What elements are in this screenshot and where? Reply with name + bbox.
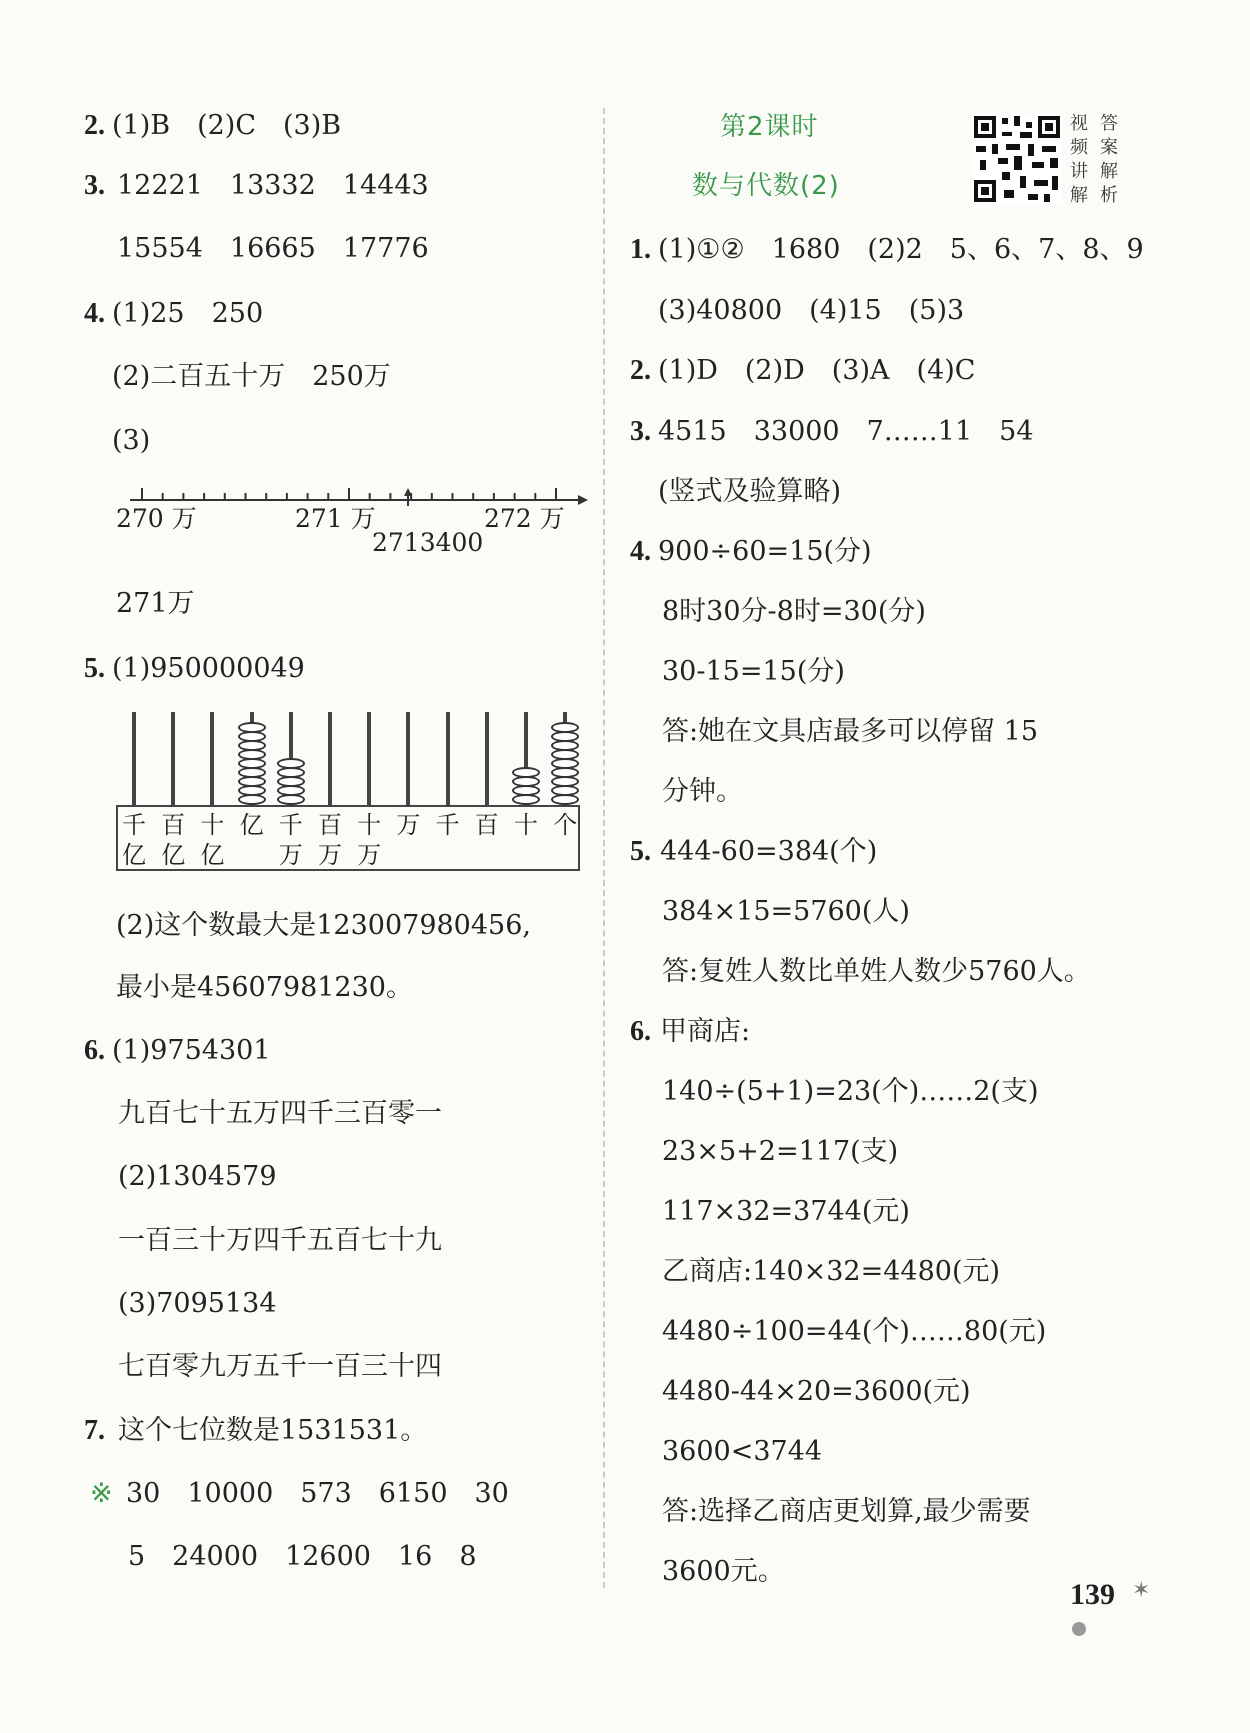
abacus-place-label: 亿 [239,811,264,839]
r-q3-line1: 4515 33000 7……11 54 [658,416,1034,447]
abacus-place-label: 千 万 [278,811,303,869]
q6-line4: 一百三十万四千五百七十九 [118,1225,442,1256]
abacus-place-label: 万 [396,811,421,839]
q6-line1: (1)9754301 [112,1035,271,1066]
r-q4-line2: 8时30分-8时=30(分) [662,596,926,627]
abacus-bead [277,758,305,769]
qr-code[interactable] [972,114,1062,204]
q2-answer: (1)B (2)C (3)B [112,110,342,141]
r-q3-line2: (竖式及验算略) [658,476,842,507]
r-q6-line8: 3600<3744 [662,1436,823,1467]
numberline-label-270: 270 万 [116,504,197,533]
abacus-rod [485,712,489,806]
abacus-rod [406,712,410,806]
abacus-rod [328,712,332,806]
q4-part2: (2)二百五十万 250万 [112,361,391,392]
r-q1-line2: (3)40800 (4)15 (5)3 [658,295,965,326]
r-q5-line1: 444-60=384(个) [660,836,878,867]
r-q4-number: 4. [630,536,651,567]
r-q6-line2: 140÷(5+1)=23(个)……2(支) [662,1076,1039,1107]
r-q2-number: 2. [630,355,651,386]
abacus-rod [171,712,175,806]
abacus-rod [367,712,371,806]
extra-mark: ※ [90,1478,113,1509]
abacus-place-label: 千 [435,811,460,839]
q6-line6: 七百零九万五千一百三十四 [118,1351,442,1382]
abacus-place-label: 十 [514,811,538,839]
extra-line1: 30 10000 573 6150 30 [126,1478,509,1509]
page-number: 139 [1070,1578,1115,1611]
q3-number: 3. [84,170,105,201]
q5-number: 5. [84,653,105,684]
column-divider [603,108,605,1588]
r-q1-number: 1. [630,234,651,265]
extra-line2: 5 24000 12600 16 8 [128,1541,477,1572]
r-q3-number: 3. [630,416,651,447]
r-q6-number: 6. [630,1016,651,1047]
r-q6-line1: 甲商店: [660,1016,751,1047]
r-q6-line10: 3600元。 [662,1556,785,1587]
numberline-marked-value: 2713400 [372,528,484,557]
q3-line1: 12221 13332 14443 [117,170,429,201]
r-q6-line3: 23×5+2=117(支) [662,1136,899,1167]
numberline-label-271: 271 万 [295,504,376,533]
abacus-rod [132,712,136,806]
r-q4-line4: 答:她在文具店最多可以停留 15 [662,716,1039,747]
qr-caption: 视 频 讲 解 [1070,113,1088,206]
lesson-subtitle: 数与代数(2) [692,171,840,201]
abacus-bead [512,767,540,778]
r-q6-line4: 117×32=3744(元) [662,1196,910,1227]
abacus-place-label: 千 亿 [122,811,146,869]
q4-part1: (1)25 250 [112,298,264,329]
abacus-rod [210,712,214,806]
r-q6-line9: 答:选择乙商店更划算,最少需要 [662,1496,1031,1527]
q4-answer: 271万 [116,588,195,619]
q4-part3: (3) [112,425,151,456]
lesson-title: 第2课时 [720,112,819,142]
numberline-label-272: 272 万 [484,504,565,533]
q4-number: 4. [84,298,105,329]
abacus-place-label: 百 亿 [161,811,186,869]
star-icon: ✶ [1132,1578,1151,1603]
abacus-place-label: 十 亿 [200,811,225,869]
abacus-place-label: 个 [553,811,578,839]
q7-number: 7. [84,1415,105,1446]
q6-line3: (2)1304579 [118,1161,277,1192]
q5-part3: 最小是45607981230。 [116,972,413,1003]
abacus-place-label: 十 万 [357,811,382,869]
r-q4-line1: 900÷60=15(分) [658,536,872,567]
abacus-place-label: 百 万 [318,811,342,869]
qr-caption: 答 案 解 析 [1100,113,1118,206]
r-q2-answer: (1)D (2)D (3)A (4)C [658,355,976,386]
abacus-rod [446,712,450,806]
dot-icon [1072,1622,1086,1636]
abacus-bead [551,722,579,733]
r-q5-line2: 384×15=5760(人) [662,896,910,927]
q6-line2: 九百七十五万四千三百零一 [118,1098,442,1129]
q7-answer: 这个七位数是1531531。 [118,1415,428,1446]
r-q5-number: 5. [630,836,651,867]
r-q6-line5: 乙商店:140×32=4480(元) [662,1256,1001,1287]
q6-number: 6. [84,1035,105,1066]
r-q4-line5: 分钟。 [662,776,743,807]
abacus-place-label: 百 [474,811,499,839]
r-q1-line1: (1)①② 1680 (2)2 5、6、7、8、9 [658,234,1144,265]
q5-part2: (2)这个数最大是123007980456, [116,910,531,941]
r-q5-line3: 答:复姓人数比单姓人数少5760人。 [662,956,1091,987]
q6-line5: (3)7095134 [118,1288,277,1319]
abacus-bead [238,722,266,733]
r-q4-line3: 30-15=15(分) [662,656,845,687]
r-q6-line6: 4480÷100=44(个)……80(元) [662,1316,1047,1347]
r-q6-line7: 4480-44×20=3600(元) [662,1376,971,1407]
q5-part1: (1)950000049 [112,653,305,684]
q3-line2: 15554 16665 17776 [117,233,429,264]
q2-number: 2. [84,110,105,141]
